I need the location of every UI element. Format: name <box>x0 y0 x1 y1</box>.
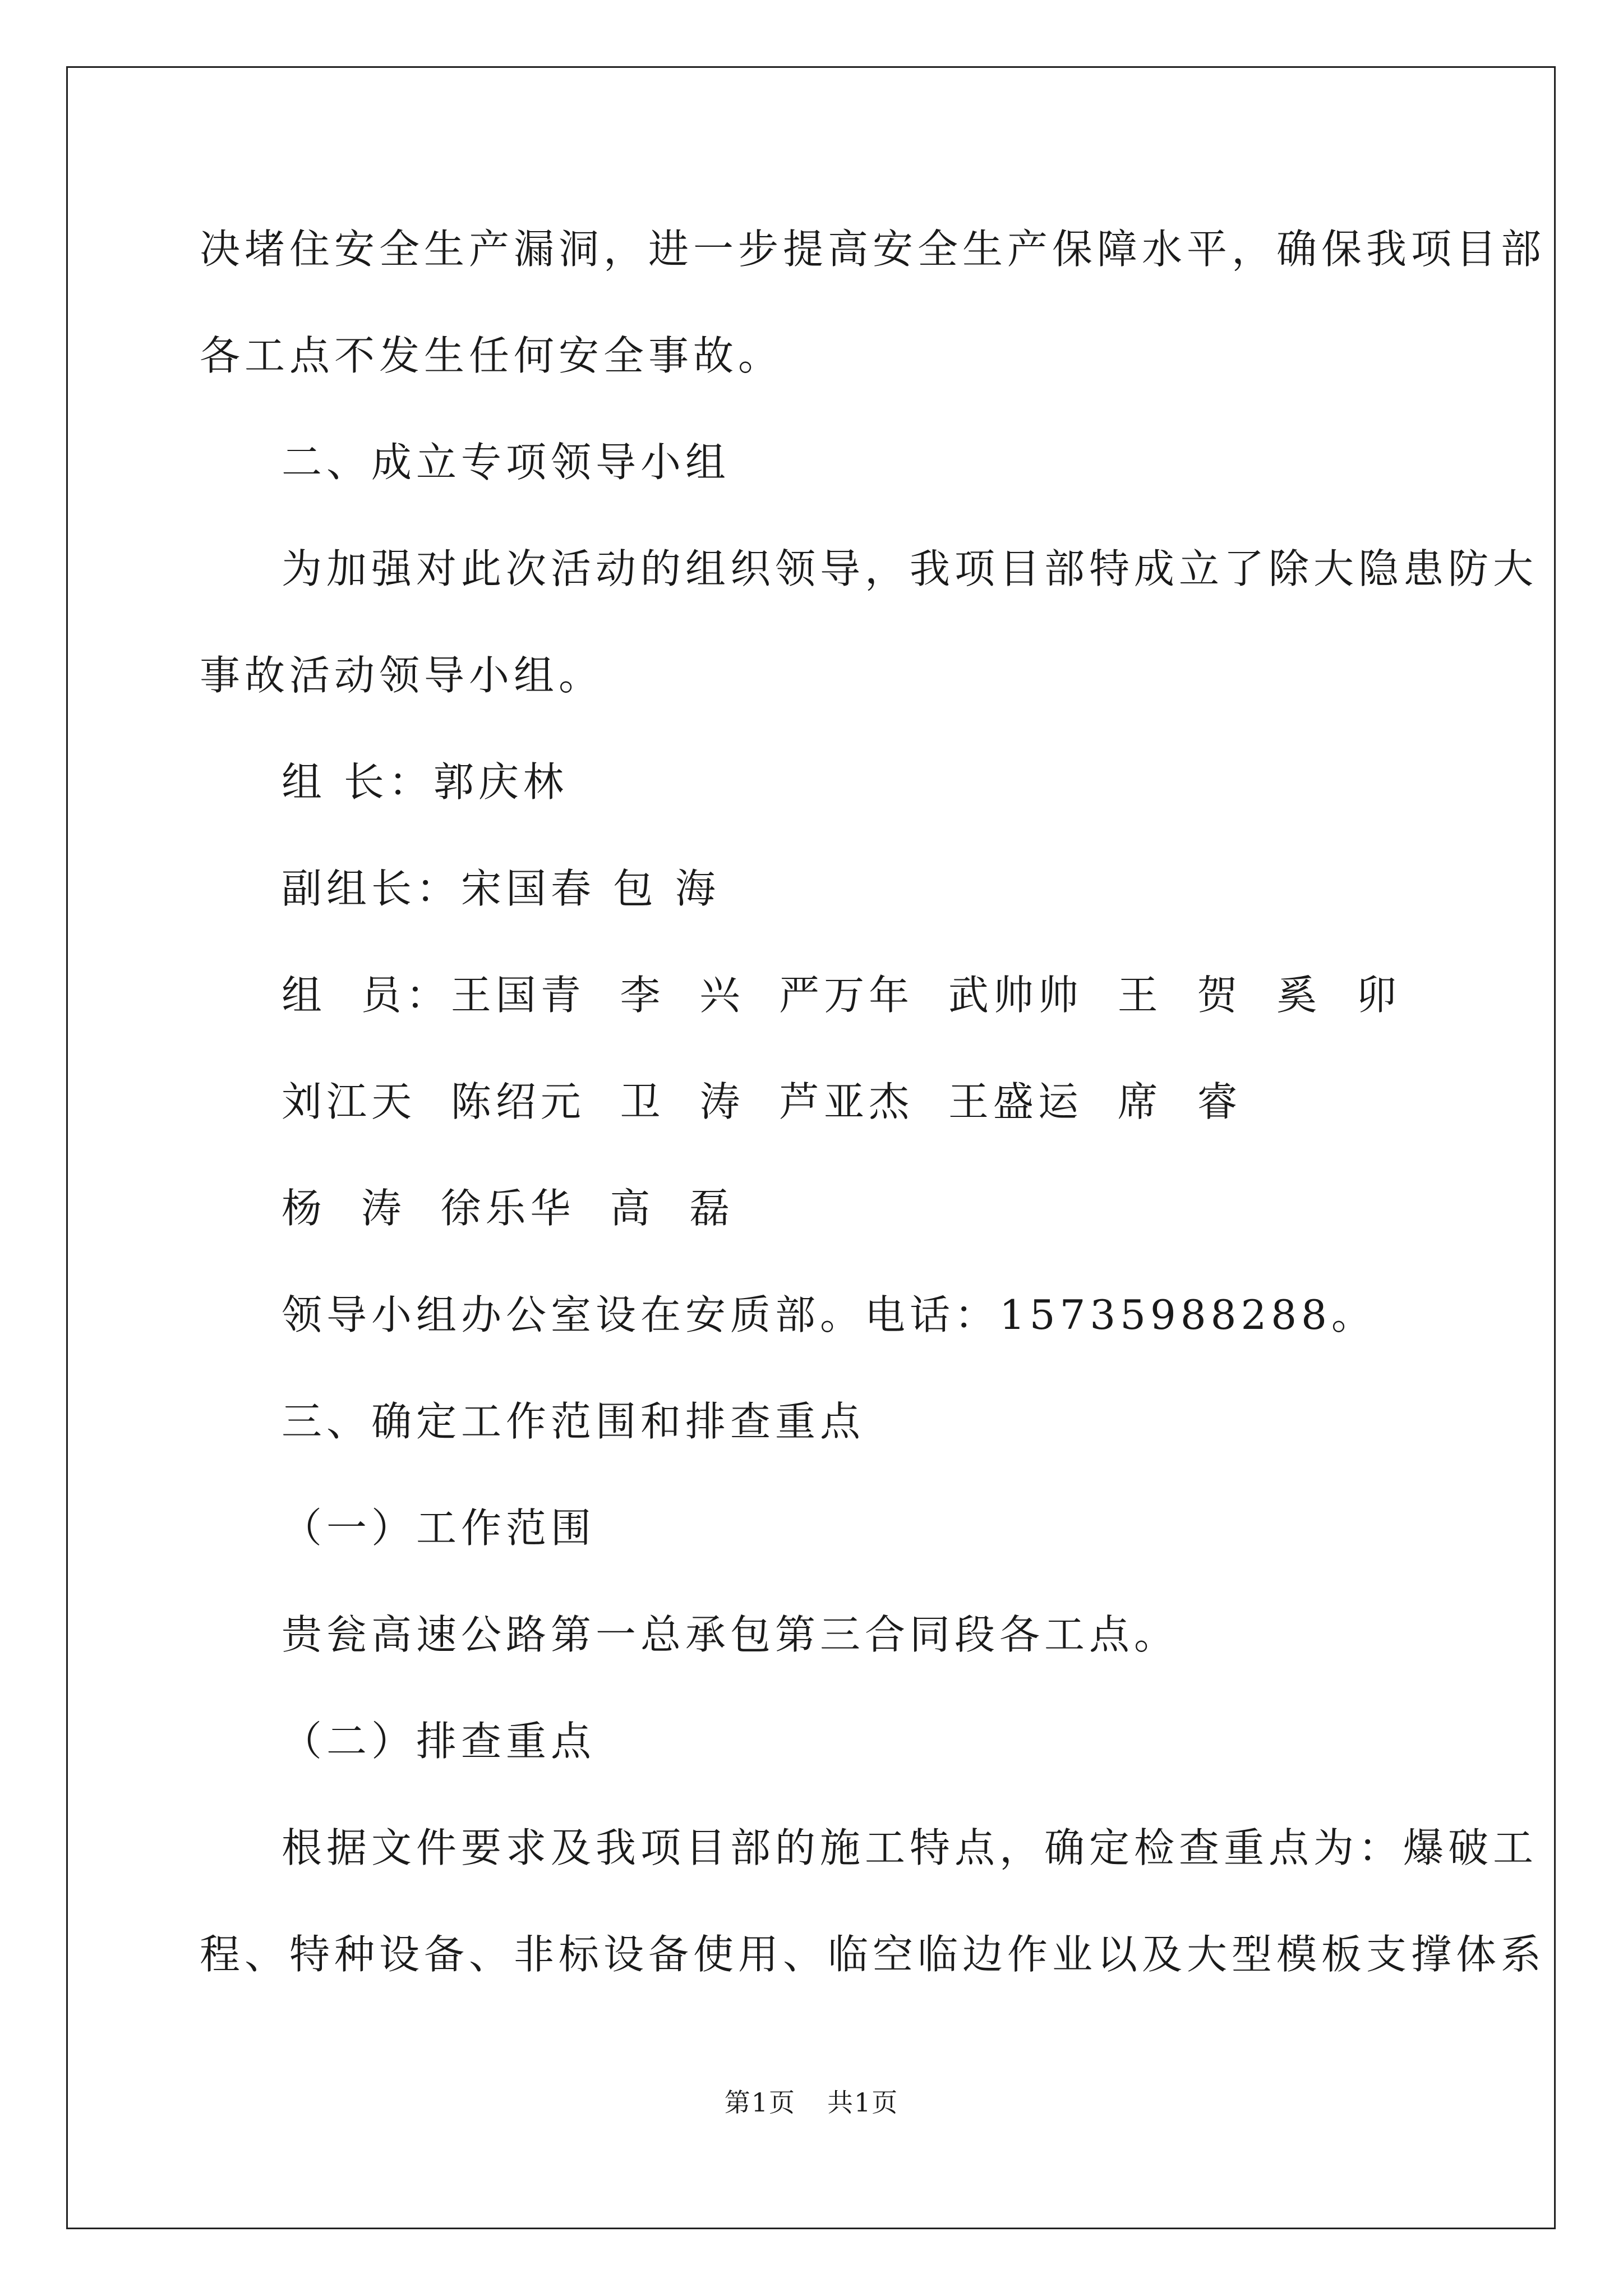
office-phone-line: 领导小组办公室设在安质部。电话：15735988288。 <box>282 1291 1376 1338</box>
paragraph-line: 事故活动领导小组。 <box>200 652 604 699</box>
members-line: 杨 涛 徐乐华 高 磊 <box>282 1185 735 1232</box>
paragraph-line: 各工点不发生任何安全事故。 <box>200 332 783 379</box>
page-number: 第1页 <box>724 2087 796 2118</box>
paragraph-line: 程、特种设备、非标设备使用、临空临边作业以及大型模板支撑体系 <box>200 1931 1546 1978</box>
paragraph-line: 根据文件要求及我项目部的施工特点，确定检查重点为：爆破工 <box>282 1824 1538 1871</box>
page-total: 共1页 <box>827 2087 899 2118</box>
page-footer <box>0 2086 1623 2119</box>
section-heading: 二、成立专项领导小组 <box>282 439 731 486</box>
members-line: 刘江天 陈绍元 卫 涛 芦亚杰 王盛运 席 睿 <box>282 1078 1242 1125</box>
members-line: 组 员：王国青 李 兴 严万年 武帅帅 王 贺 奚 卯 <box>282 972 1401 1019</box>
section-heading: 三、确定工作范围和排查重点 <box>282 1398 865 1445</box>
subsection-heading: （二）排查重点 <box>282 1718 596 1765</box>
paragraph-line: 决堵住安全生产漏洞，进一步提高安全生产保障水平，确保我项目部 <box>200 226 1546 273</box>
group-leader-line: 组 长：郭庆林 <box>282 758 568 806</box>
paragraph-line: 为加强对此次活动的组织领导，我项目部特成立了除大隐患防大 <box>282 545 1538 592</box>
deputy-leader-line: 副组长：宋国春 包 海 <box>282 865 720 912</box>
paragraph-line: 贵瓮高速公路第一总承包第三合同段各工点。 <box>282 1611 1179 1658</box>
subsection-heading: （一）工作范围 <box>282 1504 596 1552</box>
page-border <box>66 66 1556 2229</box>
